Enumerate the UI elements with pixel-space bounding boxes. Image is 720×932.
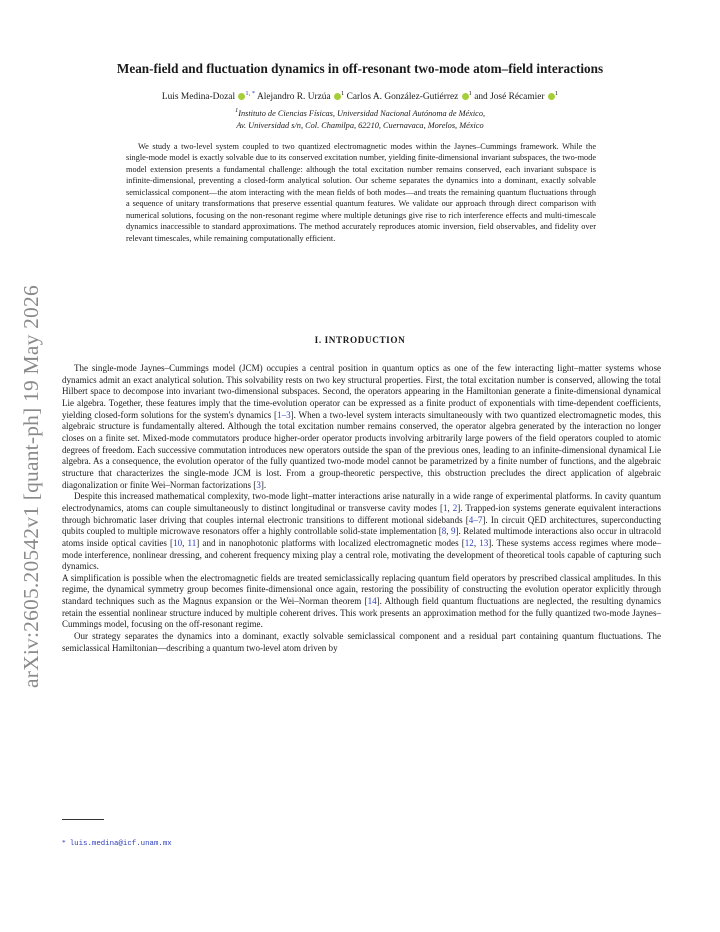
abstract-text: We study a two-level system coupled to two quantized electromagnetic modes within the Jaynes–Cummings framework. While the single-mode model is exactly solvable due to its conserved excitation number, yielding finite-dimensional invariant subspaces, the two-mode model extension presents a fundamental challenge: although the total excitation number remains conserved, each invariant subspace is infinite-dimensional, preventing a closed-form analytical solution. Our scheme separates the dynamics into a dominant, exactly solvable semiclassical component—the atom interacting with the mean fields of both modes—and treats the remaining quantum fluctuations through a sequence of unitary transformations that preserve essential quantum features. We validate our approach through direct comparison with numerical solutions, focusing on the non-resonant regime where multiple detunings give rise to rich interference effects and multi-timescale dynamics inaccessible to standard approximations. The method accurately reproduces atomic inversion, field observables, and fidelity over relevant timescales, while remaining computationally efficient. <box>126 142 596 243</box>
orcid-icon[interactable] <box>334 93 341 100</box>
paragraph-text: , <box>473 537 480 548</box>
affiliation-line-1 <box>40 108 680 120</box>
section-title: INTRODUCTION <box>324 335 406 345</box>
paragraph-text: ]. Related multimode interactions also occur in ultracold atoms inside optical cavities [ <box>62 526 661 548</box>
citation-link[interactable]: 12 <box>464 537 474 548</box>
paragraph-4: Our strategy separates the dynamics into a dominant, exactly solvable semiclassical component and a residual part containing quantum fluctuations. The semiclassical Hamiltonian—describing a quantum two-level atom driven by <box>62 631 661 653</box>
paragraph-2 <box>62 491 661 573</box>
author-affiliation-mark[interactable]: 1, * <box>245 89 256 97</box>
paragraph-text: The single-mode Jaynes–Cummings model (JCM) occupies a central position in quantum optics as one of the few interacting light–matter systems whose dynamics admit an exact analytical solution. This solvability rests on two key structural properties. First, the total excitation number is conserved, allowing the total Hilbert space to decompose into invariant two-dimensional subspaces. Second, the operators appearing in the Hamiltonian generate a finite-dimensional dynamical Lie algebra. Together, these features imply that the time-evolution operator can be expressed as a finite product of exponentials with time-dependent coefficients, yielding closed-form solutions for the system's dynamics [ <box>62 363 661 420</box>
paragraph-text: Despite this increased mathematical complexity, two-mode light–matter interactions arise naturally in a wide range of experimental platforms. In cavity quantum electrodynamics, atoms can couple simultaneously to distinct longitudinal or transverse cavity modes [ <box>62 491 661 513</box>
arxiv-identifier[interactable]: arXiv:2605.20542v1 [quant-ph] 19 May 2026 <box>19 285 43 688</box>
author-affiliation-mark: 1 <box>468 89 472 97</box>
abstract <box>126 141 596 244</box>
author-name: Luis Medina-Dozal <box>161 92 236 102</box>
citation-link[interactable]: 10 <box>173 537 183 548</box>
citation-link[interactable]: 2 <box>452 502 458 513</box>
paragraph-3 <box>62 573 661 631</box>
citation-link[interactable]: 14 <box>367 596 377 607</box>
affiliation <box>40 108 680 131</box>
citation-link[interactable]: 3 <box>256 479 261 490</box>
citation-link[interactable]: 8 <box>441 526 447 537</box>
author-affiliation-mark: 1 <box>554 89 559 97</box>
paragraph-text: ] and in nanophotonic platforms with localized electromagnetic modes [ <box>196 537 465 548</box>
paragraph-text: ]. These systems access regimes where mode–mode interference, nonlinear dressing, and coherent frequency mixing play a central role, motivating the development of theoretical tools capable of capturing such dynamics. <box>62 537 661 572</box>
affiliation-text: Instituto de Ciencias Físicas, Universidad Nacional Autónoma de México, <box>238 109 486 118</box>
paragraph-1 <box>62 363 661 491</box>
author-name: José Récamier <box>490 92 545 102</box>
paper-title: Mean-field and fluctuation dynamics in off-resonant two-mode atom–field interactions <box>116 61 604 76</box>
paragraph-text: , <box>447 502 453 513</box>
author-name: Carlos A. González-Gutiérrez <box>346 92 459 102</box>
author-name: Alejandro R. Urzúa <box>256 92 331 102</box>
paragraph-text: , <box>446 526 451 537</box>
author-connector: and <box>474 92 488 102</box>
author-affiliation-mark: 1 <box>341 89 345 97</box>
citation-link[interactable]: 13 <box>479 537 489 548</box>
citation-link[interactable]: 11 <box>187 537 197 548</box>
orcid-icon[interactable] <box>462 93 469 100</box>
paragraph-text: ]. <box>260 479 267 490</box>
footnote <box>62 838 172 848</box>
paragraph-text: ]. When a two-level system interacts simultaneously with two quantized electromagnetic modes, this algebraic structure is fundamentally altered. Although the total excitation number remains conserved, the operator algebra generated by the interaction no longer closes on a finite set. Mixed-mode commutators produce higher-order operator products involving arbitrarily large powers of the field operators coupled to atomic degrees of freedom. Each successive commutation introduces new operators outside the span of the previous ones, leading to an infinite-dimensional dynamical Lie algebra. As a consequence, the evolution operator of the fully quantized two-mode model cannot be parametrized by a finite number of functions, and the algebraic structure that characterizes the single-mode JCM is lost. From a group-theoretic perspective, this obstruction precludes the direct application of algebraic diagonalization or finite Wei–Norman factorizations [ <box>62 409 661 490</box>
body-text <box>62 363 661 654</box>
author-list <box>40 91 680 103</box>
citation-link[interactable]: 1 <box>442 502 448 513</box>
citation-link[interactable]: 9 <box>450 526 456 537</box>
section-heading <box>40 335 680 345</box>
section-number: I. <box>314 335 322 345</box>
affiliation-mark: 1 <box>234 107 239 115</box>
footnote-rule <box>62 819 104 820</box>
footnote-mark: * <box>62 838 66 847</box>
paragraph-text: , <box>182 537 188 548</box>
corresponding-email-link[interactable]: luis.medina@icf.unam.mx <box>69 840 172 848</box>
paragraph-text: ]. Trapped-ion systems generate equivalent interactions through bichromatic laser driving that couples internal electronic transitions to different motional sidebands [ <box>62 502 661 525</box>
citation-link[interactable]: 1–3 <box>277 409 291 420</box>
affiliation-line-2: Av. Universidad s/n, Col. Chamilpa, 62210, Cuernavaca, Morelos, México <box>236 120 484 130</box>
paragraph-text: ]. Although field quantum fluctuations are neglected, the resulting dynamics retain the essential nonlinear structure induced by multiple coherent drives. This work presents an approximation method for the fully quantized two-mode Jaynes–Cummings model, focusing on the off-resonant regime. <box>62 596 662 630</box>
paragraph-text: ]. In circuit QED architectures, superconducting qubits coupled to multiple microwave resonators offer a highly controllable solid-state implementation [ <box>62 514 661 537</box>
orcid-icon[interactable] <box>548 93 555 100</box>
citation-link[interactable]: 4–7 <box>468 514 483 525</box>
paragraph-text: A simplification is possible when the electromagnetic fields are treated semiclassically replacing quantum field operators by prescribed classical amplitudes. In this regime, the dynamical symmetry group becomes finite-dimensional once again, restoring the possibility of constructing the evolution operator explicitly through standard techniques such as the Magnus expansion or the Wei–Norman theorem [ <box>62 572 661 607</box>
